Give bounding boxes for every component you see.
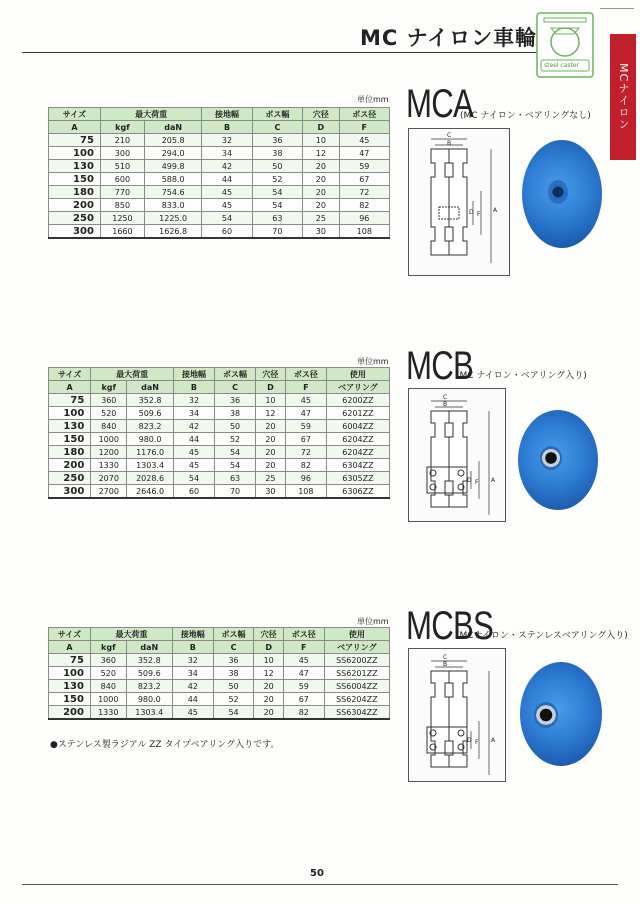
table-cell: 54 <box>213 706 254 720</box>
table-cell: 30 <box>256 485 286 499</box>
table-cell: 54 <box>252 199 302 212</box>
table-row <box>49 160 390 173</box>
col-f: ボス径 <box>339 108 389 121</box>
size-cell: 100 <box>49 667 91 680</box>
footer-divider <box>22 884 618 885</box>
wheel-bearing <box>534 702 558 728</box>
table-row <box>49 485 390 499</box>
table-cell: 588.0 <box>144 173 201 186</box>
wheel-photo-mcbs <box>520 662 602 766</box>
table-cell: 770 <box>100 186 144 199</box>
table-row <box>49 693 390 706</box>
size-cell: 300 <box>49 225 101 239</box>
table-cell: 6200ZZ <box>326 394 389 407</box>
col-f: ボス径 <box>285 368 326 381</box>
dim-label-b: B <box>443 401 448 408</box>
title-divider <box>22 52 544 53</box>
table-cell: 50 <box>215 420 256 433</box>
col-b-sub: B <box>173 381 214 394</box>
table-cell: 44 <box>202 173 252 186</box>
model-name: MCB <box>406 344 473 388</box>
dim-label-b: B <box>447 140 452 147</box>
table-cell: 509.6 <box>127 407 174 420</box>
col-d-sub: D <box>254 641 284 654</box>
table-cell: 509.6 <box>126 667 172 680</box>
table-cell: 520 <box>90 667 126 680</box>
table-cell: 352.8 <box>126 654 172 667</box>
table-cell: 833.0 <box>144 199 201 212</box>
table-cell: 2646.0 <box>127 485 174 499</box>
size-cell: 250 <box>49 472 91 485</box>
dim-label-c: C <box>443 654 448 661</box>
col-size: サイズ <box>49 108 101 121</box>
table-row <box>49 654 390 667</box>
unit-label: 単位mm <box>357 617 389 626</box>
table-cell: 10 <box>254 654 284 667</box>
table-row <box>49 472 390 485</box>
table-cell: 72 <box>339 186 389 199</box>
table-cell: 34 <box>202 147 252 160</box>
table-cell: 34 <box>173 407 214 420</box>
table-cell: 20 <box>303 173 339 186</box>
table-cell: 36 <box>213 654 254 667</box>
col-bearing-sub: ベアリング <box>326 381 389 394</box>
table-cell: 6201ZZ <box>326 407 389 420</box>
table-cell: 6305ZZ <box>326 472 389 485</box>
table-cell: 10 <box>303 134 339 147</box>
model-subtitle: (MC ナイロン・ベアリングなし) <box>460 111 591 121</box>
col-b: 接地幅 <box>172 628 213 641</box>
col-d-sub: D <box>303 121 339 134</box>
table-cell: 50 <box>213 680 254 693</box>
table-cell: 44 <box>172 693 213 706</box>
size-cell: 130 <box>49 160 101 173</box>
size-cell: 180 <box>49 446 91 459</box>
table-cell: 52 <box>215 433 256 446</box>
wheel-photo-mca <box>522 140 602 248</box>
table-cell: 47 <box>283 667 324 680</box>
table-cell: 36 <box>252 134 302 147</box>
col-size-sub: A <box>49 641 91 654</box>
col-size: サイズ <box>49 628 91 641</box>
table-cell: SS6201ZZ <box>324 667 389 680</box>
model-subtitle: (MC ナイロン・ベアリング入り) <box>456 371 587 381</box>
table-cell: 520 <box>91 407 127 420</box>
col-size-sub: A <box>49 381 91 394</box>
table-cell: 20 <box>303 199 339 212</box>
table-cell: 1000 <box>90 693 126 706</box>
table-cell: 67 <box>339 173 389 186</box>
table-cell: 20 <box>254 706 284 720</box>
table-cell: SS6004ZZ <box>324 680 389 693</box>
table-cell: 1225.0 <box>144 212 201 225</box>
col-d: 穴径 <box>254 628 284 641</box>
table-cell: 600 <box>100 173 144 186</box>
table-cell: 38 <box>252 147 302 160</box>
col-dan: daN <box>144 121 201 134</box>
table-cell: 52 <box>213 693 254 706</box>
table-cell: 20 <box>303 160 339 173</box>
size-cell: 300 <box>49 485 91 499</box>
table-cell: 20 <box>254 693 284 706</box>
table-cell: 1330 <box>91 459 127 472</box>
table-cell: 32 <box>173 394 214 407</box>
table-cell: 47 <box>339 147 389 160</box>
table-cell: 45 <box>285 394 326 407</box>
dim-label-a: A <box>491 737 496 744</box>
table-cell: 20 <box>256 446 286 459</box>
table-cell: 294.0 <box>144 147 201 160</box>
page-title: MC ナイロン車輪 <box>360 26 538 50</box>
col-f-sub: F <box>283 641 324 654</box>
size-cell: 150 <box>49 433 91 446</box>
table-cell: 59 <box>283 680 324 693</box>
steel-caster-logo <box>536 12 594 78</box>
table-row <box>49 134 390 147</box>
table-cell: 12 <box>303 147 339 160</box>
table-cell: 108 <box>339 225 389 239</box>
size-cell: 200 <box>49 459 91 472</box>
table-cell: 510 <box>100 160 144 173</box>
dimension-drawing-mca <box>408 128 510 276</box>
size-cell: 150 <box>49 173 101 186</box>
dim-label-d: D <box>469 209 474 216</box>
wheel-photo-mcb <box>518 410 598 510</box>
table-cell: 59 <box>339 160 389 173</box>
table-cell: 82 <box>283 706 324 720</box>
table-cell: 34 <box>172 667 213 680</box>
col-d: 穴径 <box>256 368 286 381</box>
table-cell: 38 <box>215 407 256 420</box>
table-cell: 20 <box>303 186 339 199</box>
col-size: サイズ <box>49 368 91 381</box>
dim-label-a: A <box>491 477 496 484</box>
table-row <box>49 394 390 407</box>
size-cell: 75 <box>49 394 91 407</box>
col-d: 穴径 <box>303 108 339 121</box>
table-cell: 2028.6 <box>127 472 174 485</box>
unit-label: 単位mm <box>357 95 389 104</box>
size-cell: 130 <box>49 420 91 433</box>
dim-label-d: D <box>467 737 472 744</box>
table-cell: 52 <box>252 173 302 186</box>
dim-label-f: F <box>477 211 481 218</box>
table-cell: 352.8 <box>127 394 174 407</box>
crop-mark <box>600 8 634 9</box>
col-b-sub: B <box>202 121 252 134</box>
table-cell: 36 <box>215 394 256 407</box>
size-cell: 75 <box>49 134 101 147</box>
table-cell: 1250 <box>100 212 144 225</box>
col-c-sub: C <box>252 121 302 134</box>
table-cell: 45 <box>339 134 389 147</box>
col-dan: daN <box>127 381 174 394</box>
table-cell: 1176.0 <box>127 446 174 459</box>
table-cell: 1200 <box>91 446 127 459</box>
table-cell: 96 <box>339 212 389 225</box>
table-cell: 360 <box>91 394 127 407</box>
table-cell: 70 <box>252 225 302 239</box>
table-cell: 47 <box>285 407 326 420</box>
model-subtitle: (MCナイロン・ステンレスベアリング入り) <box>456 631 628 641</box>
col-f-sub: F <box>339 121 389 134</box>
table-cell: 823.2 <box>126 680 172 693</box>
col-c: ボス幅 <box>213 628 254 641</box>
table-row <box>49 433 390 446</box>
table-cell: 50 <box>252 160 302 173</box>
table-row <box>49 706 390 720</box>
col-c: ボス幅 <box>215 368 256 381</box>
table-cell: 499.8 <box>144 160 201 173</box>
model-name: MCA <box>406 82 473 126</box>
table-cell: 1303.4 <box>126 706 172 720</box>
table-cell: 1660 <box>100 225 144 239</box>
table-cell: 42 <box>173 420 214 433</box>
table-cell: 63 <box>215 472 256 485</box>
table-cell: 754.6 <box>144 186 201 199</box>
table-cell: 2700 <box>91 485 127 499</box>
table-row <box>49 225 390 239</box>
table-cell: 6304ZZ <box>326 459 389 472</box>
table-cell: 38 <box>213 667 254 680</box>
col-b: 接地幅 <box>173 368 214 381</box>
table-cell: 44 <box>173 433 214 446</box>
col-f-sub: F <box>285 381 326 394</box>
col-bearing: 使用 <box>324 628 389 641</box>
unit-label: 単位mm <box>357 357 389 366</box>
table-cell: 54 <box>215 446 256 459</box>
table-cell: 60 <box>173 485 214 499</box>
col-b-sub: B <box>172 641 213 654</box>
table-row <box>49 147 390 160</box>
table-cell: 67 <box>283 693 324 706</box>
table-row <box>49 680 390 693</box>
table-row <box>49 667 390 680</box>
size-cell: 250 <box>49 212 101 225</box>
col-dan: daN <box>126 641 172 654</box>
table-cell: 96 <box>285 472 326 485</box>
size-cell: 130 <box>49 680 91 693</box>
dim-label-d: D <box>467 477 472 484</box>
wheel-bearing <box>540 446 562 470</box>
col-size-sub: A <box>49 121 101 134</box>
table-cell: 108 <box>285 485 326 499</box>
wheel-hole <box>548 180 568 204</box>
table-cell: 54 <box>215 459 256 472</box>
table-cell: 12 <box>254 667 284 680</box>
table-cell: 45 <box>173 446 214 459</box>
table-cell: 20 <box>256 433 286 446</box>
col-max-load: 最大荷重 <box>91 368 174 381</box>
table-cell: 45 <box>173 459 214 472</box>
table-cell: SS6200ZZ <box>324 654 389 667</box>
table-cell: 30 <box>303 225 339 239</box>
spec-table-mca <box>48 107 390 239</box>
table-cell: 980.0 <box>127 433 174 446</box>
table-cell: 2070 <box>91 472 127 485</box>
table-cell: 45 <box>202 186 252 199</box>
table-cell: 850 <box>100 199 144 212</box>
dim-label-a: A <box>493 207 498 214</box>
col-b: 接地幅 <box>202 108 252 121</box>
table-cell: 42 <box>202 160 252 173</box>
table-cell: 32 <box>172 654 213 667</box>
size-cell: 200 <box>49 199 101 212</box>
table-cell: 840 <box>90 680 126 693</box>
table-cell: 25 <box>256 472 286 485</box>
spec-table-mcbs <box>48 627 390 720</box>
table-cell: 60 <box>202 225 252 239</box>
col-kgf: kgf <box>91 381 127 394</box>
size-cell: 100 <box>49 407 91 420</box>
col-d-sub: D <box>256 381 286 394</box>
col-max-load: 最大荷重 <box>90 628 172 641</box>
logo-text: steel caster <box>544 62 580 69</box>
table-cell: 205.8 <box>144 134 201 147</box>
table-row <box>49 199 390 212</box>
col-kgf: kgf <box>90 641 126 654</box>
table-cell: 45 <box>172 706 213 720</box>
table-row <box>49 186 390 199</box>
col-bearing: 使用 <box>326 368 389 381</box>
col-c-sub: C <box>213 641 254 654</box>
dim-label-f: F <box>475 479 479 486</box>
table-cell: 54 <box>173 472 214 485</box>
table-cell: 1626.8 <box>144 225 201 239</box>
table-cell: 45 <box>202 199 252 212</box>
size-cell: 200 <box>49 706 91 720</box>
table-row <box>49 212 390 225</box>
size-cell: 150 <box>49 693 91 706</box>
dimension-drawing-mcbs <box>408 648 506 782</box>
table-cell: 360 <box>90 654 126 667</box>
table-cell: 20 <box>256 420 286 433</box>
table-cell: 82 <box>285 459 326 472</box>
spec-table-mcb <box>48 367 390 499</box>
table-cell: 823.2 <box>127 420 174 433</box>
table-row <box>49 446 390 459</box>
table-cell: 82 <box>339 199 389 212</box>
size-cell: 100 <box>49 147 101 160</box>
table-cell: 6204ZZ <box>326 446 389 459</box>
dimension-drawing-mcb <box>408 388 506 522</box>
table-cell: SS6204ZZ <box>324 693 389 706</box>
table-cell: 1303.4 <box>127 459 174 472</box>
model-name: MCBS <box>406 604 494 648</box>
table-cell: 6306ZZ <box>326 485 389 499</box>
table-cell: 6204ZZ <box>326 433 389 446</box>
table-cell: SS6304ZZ <box>324 706 389 720</box>
table-row <box>49 407 390 420</box>
page-number: 50 <box>310 868 324 879</box>
table-cell: 980.0 <box>126 693 172 706</box>
table-cell: 25 <box>303 212 339 225</box>
table-cell: 59 <box>285 420 326 433</box>
dim-label-c: C <box>447 132 452 139</box>
table-cell: 1000 <box>91 433 127 446</box>
table-cell: 210 <box>100 134 144 147</box>
dim-label-c: C <box>443 394 448 401</box>
table-cell: 1330 <box>90 706 126 720</box>
table-cell: 42 <box>172 680 213 693</box>
table-cell: 10 <box>256 394 286 407</box>
table-row <box>49 420 390 433</box>
table-cell: 72 <box>285 446 326 459</box>
col-kgf: kgf <box>100 121 144 134</box>
table-cell: 63 <box>252 212 302 225</box>
col-bearing-sub: ベアリング <box>324 641 389 654</box>
col-c-sub: C <box>215 381 256 394</box>
table-cell: 6004ZZ <box>326 420 389 433</box>
size-cell: 75 <box>49 654 91 667</box>
table-row <box>49 173 390 186</box>
table-cell: 70 <box>215 485 256 499</box>
table-cell: 45 <box>283 654 324 667</box>
dim-label-f: F <box>475 739 479 746</box>
table-cell: 20 <box>256 459 286 472</box>
table-cell: 32 <box>202 134 252 147</box>
size-cell: 180 <box>49 186 101 199</box>
table-cell: 67 <box>285 433 326 446</box>
footnote: ●ステンレス製ラジアル ZZ タイプベアリング入りです。 <box>50 740 280 750</box>
col-f: ボス径 <box>283 628 324 641</box>
dim-label-b: B <box>443 661 448 668</box>
table-cell: 12 <box>256 407 286 420</box>
col-max-load: 最大荷重 <box>100 108 201 121</box>
table-row <box>49 459 390 472</box>
category-side-tab: MCナイロン <box>610 34 636 160</box>
table-cell: 840 <box>91 420 127 433</box>
table-cell: 54 <box>252 186 302 199</box>
col-c: ボス幅 <box>252 108 302 121</box>
table-cell: 300 <box>100 147 144 160</box>
table-cell: 54 <box>202 212 252 225</box>
table-cell: 20 <box>254 680 284 693</box>
